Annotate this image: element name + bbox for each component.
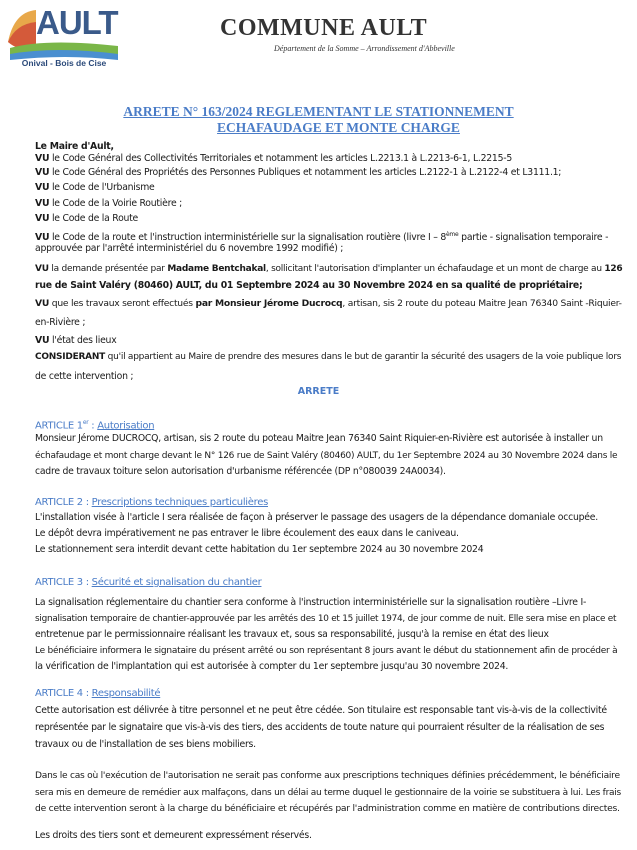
article-heading: ARTICLE 2 : Prescriptions techniques particulières bbox=[35, 497, 268, 508]
vu-line-cont: en-Rivière ; bbox=[35, 317, 86, 328]
article-line: Monsieur Jérome DUCROCQ, artisan, sis 2 route du poteau Maitre Jean 76340 Saint Riquier-en-Rivière est autorisée à installer un bbox=[35, 433, 603, 444]
vu-line: VU le Code de la Voirie Routière ; bbox=[35, 198, 183, 209]
closing-line: Dans le cas où l'exécution de l'autorisation ne serait pas conforme aux prescriptions techniques définies précédemment, le bénéficiaire bbox=[35, 771, 620, 781]
considerant-line: CONSIDERANT qu'il appartient au Maire de prendre des mesures dans le but de garantir la sécurité des usagers de la voie publique lors bbox=[35, 352, 622, 362]
vu-line: VU le Code de l'Urbanisme bbox=[35, 182, 155, 193]
commune-logo bbox=[6, 2, 122, 72]
article-heading: ARTICLE 4 : Responsabilité bbox=[35, 688, 161, 699]
article-line: Cette autorisation est délivrée à titre personnel et ne peut être cédée. Son titulaire est responsable tant vis-à-vis de la collectivité bbox=[35, 705, 607, 716]
considerant-line-cont: de cette intervention ; bbox=[35, 371, 134, 382]
article-heading: ARTICLE 1er : Autorisation bbox=[35, 419, 155, 432]
vu-line-cont: rue de Saint Valéry (80460) AULT, du 01 Septembre 2024 au 30 Novembre 2024 en sa qualité de propriétaire; bbox=[35, 280, 583, 291]
vu-line: VU le Code de la Route bbox=[35, 213, 139, 224]
commune-title: COMMUNE AULT bbox=[220, 15, 428, 41]
article-line: échafaudage et mont charge devant le N° 126 rue de Saint Valéry (80460) AULT, du 1er Septembre 2024 au 30 Novembre 2024 dans le bbox=[35, 451, 618, 461]
department-subtitle: Département de la Somme – Arrondissement d'Abbeville bbox=[274, 44, 455, 53]
article-line: représentée par le signataire que vis-à-vis des tiers, des accidents de toute nature qui pourraient résulter de la réalisation de ses bbox=[35, 722, 605, 733]
logo-name: AULT bbox=[36, 4, 118, 41]
article-line: la vérification de l'implantation qui est autorisée à compter du 1er septembre jusqu'au 30 novembre 2024. bbox=[35, 661, 509, 672]
arrete-heading: ARRETE bbox=[297, 386, 340, 397]
vu-line: VU l'état des lieux bbox=[35, 335, 117, 346]
article-line: cadre de travaux toiture selon autorisation d'urbanisme référencée (DP n°080039 24A0034). bbox=[35, 466, 446, 477]
article-heading: ARTICLE 3 : Sécurité et signalisation du chantier bbox=[35, 577, 262, 588]
maire-line: Le Maire d'Ault, bbox=[35, 141, 114, 152]
article-line: Le stationnement sera interdit devant cette habitation du 1er septembre 2024 au 30 novembre 2024 bbox=[35, 544, 484, 555]
vu-line: VU que les travaux seront effectués par Monsieur Jérome Ducrocq, artisan, sis 2 route du poteau Maitre Jean 76340 Saint -Riquier- bbox=[35, 298, 622, 309]
article-line: La signalisation réglementaire du chantier sera conforme à l'instruction interministérielle sur la signalisation routière –Livre I- bbox=[35, 597, 587, 608]
vu-line-cont: approuvée par l'arrêté interministériel du 6 novembre 1992 modifié) ; bbox=[35, 243, 344, 254]
arrete-title-line1: ARRETE N° 163/2024 REGLEMENTANT LE STATIONNEMENT bbox=[123, 104, 514, 119]
vu-line: VU le Code Général des Collectivités Territoriales et notamment les articles L.2213.1 à L.2213-6-1, L.2215-5 bbox=[35, 153, 513, 164]
article-line: entretenue par le permissionnaire réalisant les travaux et, sous sa responsabilité, jusqu'à la remise en état des lieux bbox=[35, 629, 549, 640]
vu-line: VU le Code de la route et l'instruction interministérielle sur la signalisation routière (livre I – 8ème partie - signalisation temporaire - bbox=[35, 231, 609, 244]
logo-subtitle: Onival - Bois de Cise bbox=[21, 58, 107, 68]
article-line: Le bénéficiaire informera le signataire du présent arrêté ou son représentant 8 jours avant le début du stationnement afin de procéder à bbox=[35, 646, 618, 656]
closing-line: de cette intervention seront à la charge du bénéficiaire et récupérés par l'administration comme en matière de contributions directes. bbox=[35, 803, 620, 814]
article-line: travaux ou de l'installation de ses biens mobiliers. bbox=[35, 739, 256, 750]
article-line: Le dépôt devra impérativement ne pas entraver le libre écoulement des eaux dans le caniveau. bbox=[35, 528, 459, 539]
vu-line: VU le Code Général des Propriétés des Personnes Publiques et notamment les articles L.2122-1 à L.2122-4 et L3111.1; bbox=[35, 167, 562, 178]
closing-reserve: Les droits des tiers sont et demeurent expressément réservés. bbox=[35, 830, 312, 841]
article-line: signalisation temporaire de chantier-approuvée par les arrêtés des 10 et 15 juillet 1974, de jour comme de nuit. Elle sera mise en place et bbox=[35, 614, 617, 624]
closing-line: sera mis en demeure de remédier aux malfaçons, dans un délai au terme duquel le gestionnaire de la voirie se substituera à lui. Les frais bbox=[35, 788, 621, 798]
arrete-title-line2: ECHAFAUDAGE ET MONTE CHARGE bbox=[217, 120, 460, 135]
vu-line: VU la demande présentée par Madame Bentchakal, sollicitant l'autorisation d'implanter un échafaudage et un mont de charge au 126 bbox=[35, 264, 623, 274]
article-line: L'installation visée à l'article I sera réalisée de façon à préserver le passage des usagers de la dépendance domaniale occupée. bbox=[35, 512, 598, 523]
